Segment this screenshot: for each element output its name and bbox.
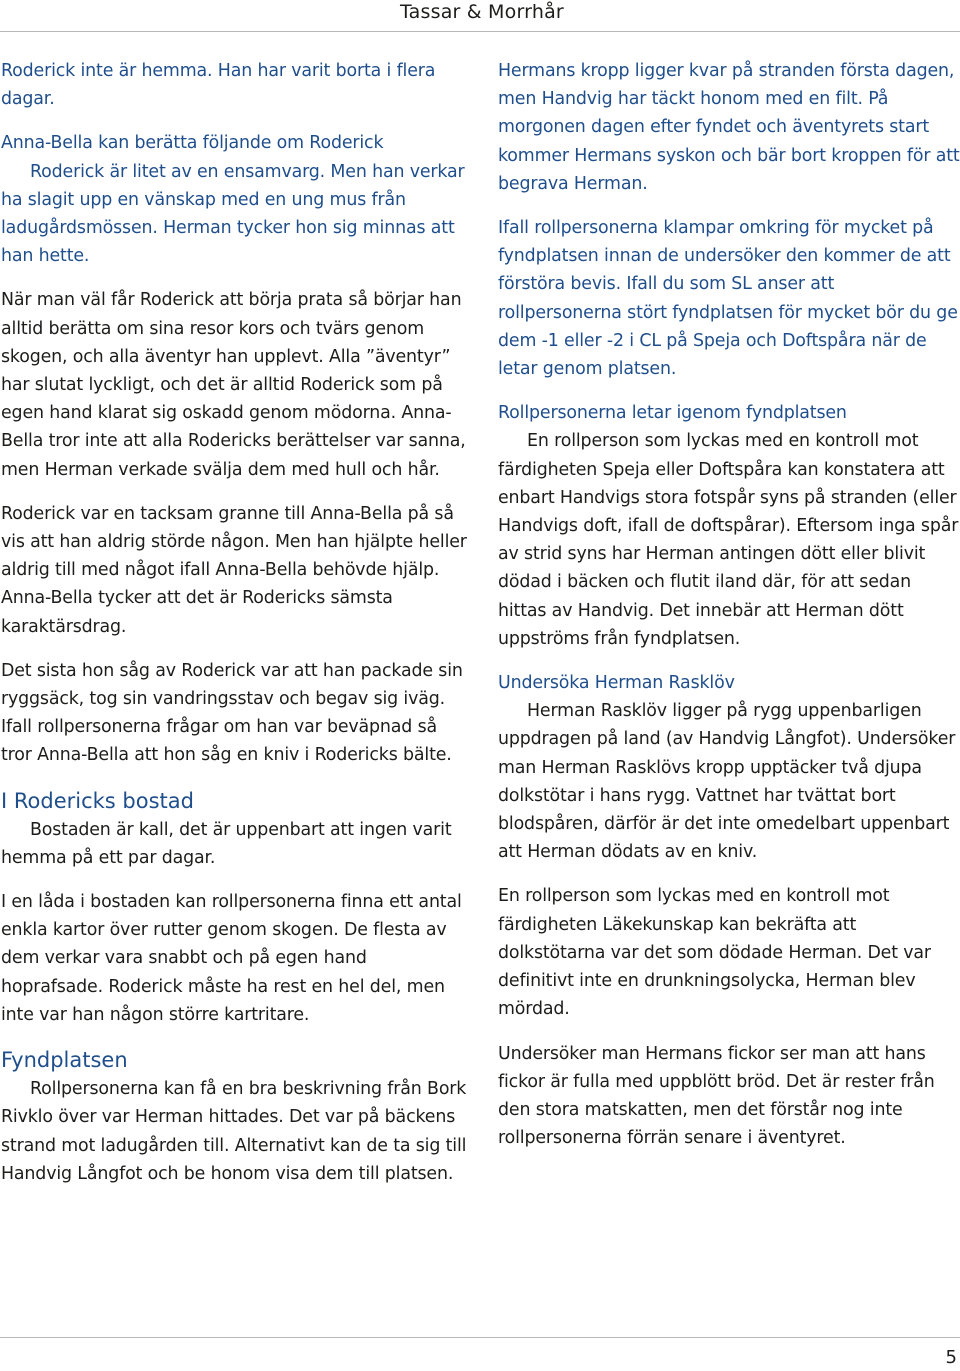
right-column <box>498 57 960 1168</box>
running-title: Tassar & Morrhår <box>400 1 564 23</box>
undersoka-subhead: Undersöka Herman Rasklöv <box>498 673 735 694</box>
anna-bella-paragraph-3: Roderick var en tacksam granne till Anna-Bella på så vis att han aldrig störde någon. Men han hjälpte heller aldrig till med något ifall Anna-Bella behövde hjälp. Anna-Bella tycker att det är Rodericks sämsta karaktärsdrag. <box>1 503 467 637</box>
anna-bella-paragraph-4: Det sista hon såg av Roderick var att han packade sin ryggsäck, tog sin vandringsstav och begav sig iväg. Ifall rollpersonerna frågar om han var beväpnad så tror Anna-Bella att hon såg en kniv i Rodericks bälte. <box>1 660 463 766</box>
body-paragraph-2: Ifall rollpersonerna klampar omkring för mycket på fyndplatsen innan de undersöker den kommer de att förstöra bevis. Ifall du som SL anser att rollpersonerna stört fyndplatsen för mycket bör du ge dem -1 eller -2 i CL på Speja och Doftspåra när de letar genom platsen. <box>498 218 958 380</box>
body-paragraph-1: Hermans kropp ligger kvar på stranden första dagen, men Handvig har täckt honom med en filt. På morgonen dagen efter fyndet och äventyrets start kommer Hermans syskon och bär bort kroppen för att begrava Herman. <box>498 61 960 194</box>
footer-rule <box>0 1337 960 1338</box>
bostad-paragraph-1: Bostaden är kall, det är uppenbart att ingen varit hemma på ett par dagar. <box>1 819 452 868</box>
header-rule <box>0 31 960 32</box>
intro-paragraph: Roderick inte är hemma. Han har varit borta i flera dagar. <box>1 61 436 110</box>
fyndplatsen-heading: Fyndplatsen <box>1 1048 128 1073</box>
bostad-heading: I Rodericks bostad <box>1 788 194 813</box>
page-number: 5 <box>945 1347 957 1368</box>
left-column <box>1 57 469 1204</box>
anna-bella-paragraph-1: Roderick är litet av en ensamvarg. Men han verkar ha slagit upp en vänskap med en ung mus från ladugårdsmössen. Herman tycker hon sig minnas att han hette. <box>1 161 465 267</box>
anna-bella-paragraph-2: När man väl får Roderick att börja prata så börjar han alltid berätta om sina resor kors och tvärs genom skogen, och alla äventyr han upplevt. Alla ”äventyr” har slutat lyckligt, och det är alltid Roderick som på egen hand klarat sig oskadd genom mödorna. Anna-Bella tror inte att alla Rodericks berättelser var sanna, men Herman verkade svälja dem med hull och hår. <box>1 290 466 480</box>
undersoka-paragraph-3: Undersöker man Hermans fickor ser man att hans fickor är fulla med uppblött bröd. Det är rester från den stora matskatten, men det förstår nog inte rollpersonerna förrän senare i äventyret. <box>498 1043 935 1149</box>
letar-subhead: Rollpersonerna letar igenom fyndplatsen <box>498 403 847 424</box>
bostad-paragraph-2: I en låda i bostaden kan rollpersonerna finna ett antal enkla kartor över rutter genom skogen. De flesta av dem verkar vara snabbt och på egen hand hoprafsade. Roderick måste ha rest en hel del, men inte var han någon större kartritare. <box>1 892 462 1025</box>
anna-bella-subhead: Anna-Bella kan berätta följande om Roderick <box>1 133 384 154</box>
letar-paragraph: En rollperson som lyckas med en kontroll mot färdigheten Speja eller Doftspåra kan konstatera att enbart Handvigs stora fotspår syns på stranden (eller Handvigs doft, ifall de doftspårar). Eftersom inga spår av strid syns har Herman antingen dött eller blivit dödad i bäcken och flutit iland där, för att sedan hittas av Handvig. Det innebär att Herman dött uppströms från fyndplatsen. <box>498 431 959 649</box>
fyndplatsen-paragraph-1: Rollpersonerna kan få en bra beskrivning från Bork Rivklo över var Herman hittades. Det var på bäckens strand mot ladugården till. Alternativt kan de ta sig till Handvig Långfot och be honom visa dem till platsen. <box>1 1079 467 1184</box>
undersoka-paragraph-2: En rollperson som lyckas med en kontroll mot färdigheten Läkekunskap kan bekräfta att dolkstötarna var det som dödade Herman. Det var definitivt inte en drunkningsolycka, Herman blev mördad. <box>498 886 931 1020</box>
undersoka-paragraph-1: Herman Rasklöv ligger på rygg uppenbarligen uppdragen på land (av Handvig Långfot). Undersöker man Herman Rasklövs kropp upptäcker två djupa dolkstötar i hans rygg. Vattnet har tvättat bort blodspåren, därför är det inte omedelbart uppenbart att Herman dödats av en kniv. <box>498 701 956 863</box>
